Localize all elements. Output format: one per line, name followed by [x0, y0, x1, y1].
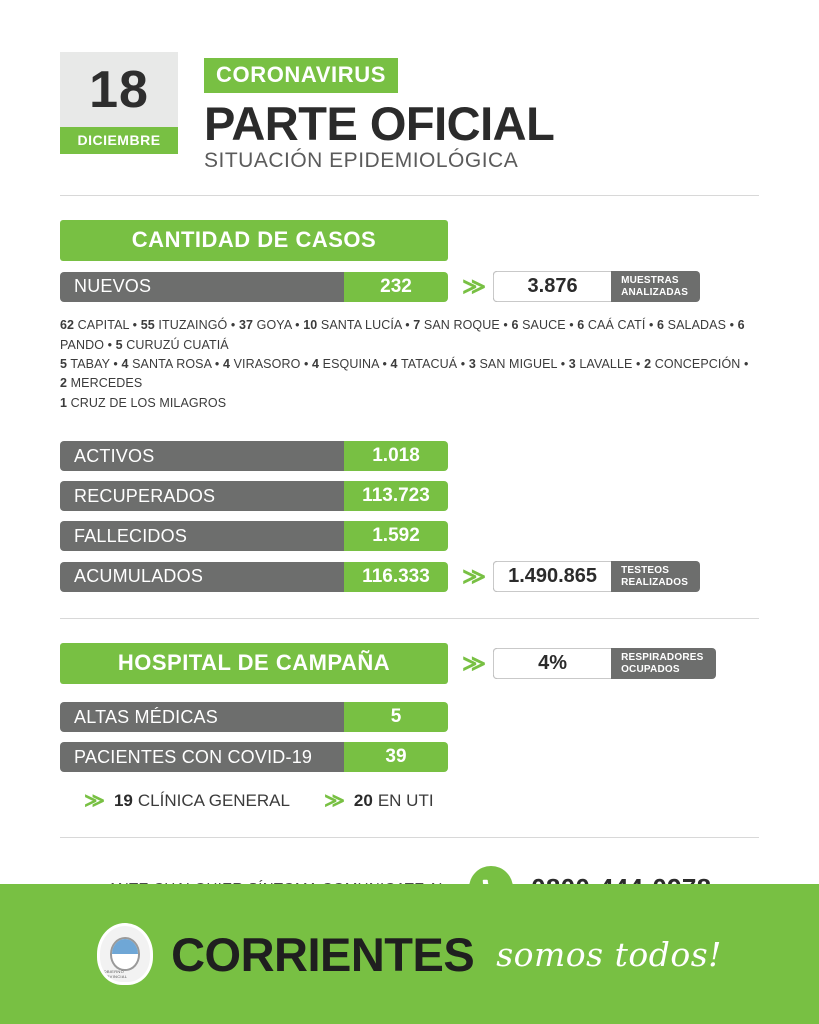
bar-value-pacientes-covid: 39 [344, 742, 448, 772]
bar-altas-medicas [60, 702, 448, 732]
samples-label [611, 271, 700, 302]
samples-pill [493, 271, 700, 302]
samples-label-line2: ANALIZADAS [621, 286, 689, 298]
bar-fallecidos [60, 521, 448, 551]
tests-label [611, 561, 700, 592]
cases-section [0, 220, 819, 592]
slogan: somos todos! [496, 934, 722, 974]
detail-label-uti: EN UTI [377, 790, 434, 810]
date-box [60, 52, 178, 154]
detail-label-clinica-general: CLÍNICA GENERAL [137, 790, 290, 810]
hospital-details [60, 788, 759, 813]
bar-value-acumulados: 116.333 [344, 562, 448, 592]
header [0, 0, 819, 173]
bar-label-nuevos: NUEVOS [60, 272, 344, 302]
detail-clinica-general [84, 788, 290, 813]
row-recuperados [60, 481, 759, 511]
cities-line-1: 62 CAPITAL • 55 ITUZAINGÓ • 37 GOYA • 10 SANTA LUCÍA • 7 SAN ROQUE • 6 SAUCE • 6 CAÁ CATÍ • 6 SALADAS • 6 PANDO • 5 CURUZÚ CUATIÁ [60, 318, 745, 352]
tests-value: 1.490.865 [493, 561, 611, 592]
row-fallecidos [60, 521, 759, 551]
respirators-pill [493, 648, 715, 679]
respirators-label-line1: RESPIRADORES [621, 652, 704, 664]
tests-label-line1: TESTEOS [621, 565, 670, 577]
divider-middle [60, 618, 759, 619]
chevron-icon: ≫ [462, 563, 484, 590]
respirators-label [611, 648, 715, 679]
chevron-icon: ≫ [323, 790, 342, 813]
title-block [204, 52, 554, 173]
hospital-section [0, 643, 819, 813]
cities-breakdown [60, 316, 759, 413]
crest-text: GOBIERNO PROVINCIAL [100, 969, 128, 979]
footer [0, 884, 819, 1024]
tests-label-line2: REALIZADOS [621, 576, 689, 588]
row-pacientes-covid [60, 742, 759, 772]
cities-line-2: 5 TABAY • 4 SANTA ROSA • 4 VIRASORO • 4 ESQUINA • 4 TATACUÁ • 3 SAN MIGUEL • 3 LAVALLE • 2 CONCEPCIÓN • 2 MERCEDES [60, 357, 749, 391]
respirators-value: 4% [493, 648, 611, 679]
hospital-heading-row [60, 643, 759, 684]
bar-label-recuperados: RECUPERADOS [60, 481, 344, 511]
respirators-label-line2: OCUPADOS [621, 663, 680, 675]
bar-value-recuperados: 113.723 [344, 481, 448, 511]
crest-inner [110, 937, 140, 971]
divider-top [60, 195, 759, 196]
chevron-icon: ≫ [462, 273, 484, 300]
bar-pacientes-covid [60, 742, 448, 772]
bar-value-nuevos: 232 [344, 272, 448, 302]
bar-recuperados [60, 481, 448, 511]
page-title: PARTE OFICIAL [204, 97, 555, 150]
bar-label-fallecidos: FALLECIDOS [60, 521, 344, 551]
spacer [60, 413, 759, 431]
cases-section-title: CANTIDAD DE CASOS [60, 220, 448, 261]
row-altas-medicas [60, 702, 759, 732]
samples-value: 3.876 [493, 271, 611, 302]
bar-value-altas-medicas: 5 [344, 702, 448, 732]
detail-value-clinica-general: 19 [113, 790, 133, 810]
bar-label-activos: ACTIVOS [60, 441, 344, 471]
divider-bottom [60, 837, 759, 838]
bar-nuevos [60, 272, 448, 302]
row-acumulados [60, 561, 759, 592]
province-name: CORRIENTES [171, 927, 475, 981]
detail-value-uti: 20 [353, 790, 373, 810]
detail-uti [324, 788, 434, 813]
coat-of-arms-icon [97, 923, 153, 985]
samples-label-line1: MUESTRAS [621, 275, 679, 287]
cities-line-3: 1 CRUZ DE LOS MILAGROS [60, 395, 227, 410]
bar-activos [60, 441, 448, 471]
coronavirus-badge: CORONAVIRUS [204, 58, 398, 93]
row-activos [60, 441, 759, 471]
bar-label-pacientes-covid: PACIENTES CON COVID-19 [60, 742, 344, 772]
tests-pill [493, 561, 700, 592]
cases-heading-row [60, 220, 759, 261]
bar-label-acumulados: ACUMULADOS [60, 562, 344, 592]
bar-value-activos: 1.018 [344, 441, 448, 471]
date-day: 18 [89, 61, 149, 119]
page-subtitle: SITUACIÓN EPIDEMIOLÓGICA [204, 149, 519, 173]
chevron-icon: ≫ [462, 650, 484, 677]
bar-value-fallecidos: 1.592 [344, 521, 448, 551]
bar-label-altas-medicas: ALTAS MÉDICAS [60, 702, 344, 732]
date-month: DICIEMBRE [60, 127, 178, 154]
row-nuevos [60, 271, 759, 302]
hospital-section-title: HOSPITAL DE CAMPAÑA [60, 643, 448, 684]
chevron-icon: ≫ [84, 790, 102, 813]
bar-acumulados [60, 562, 448, 592]
